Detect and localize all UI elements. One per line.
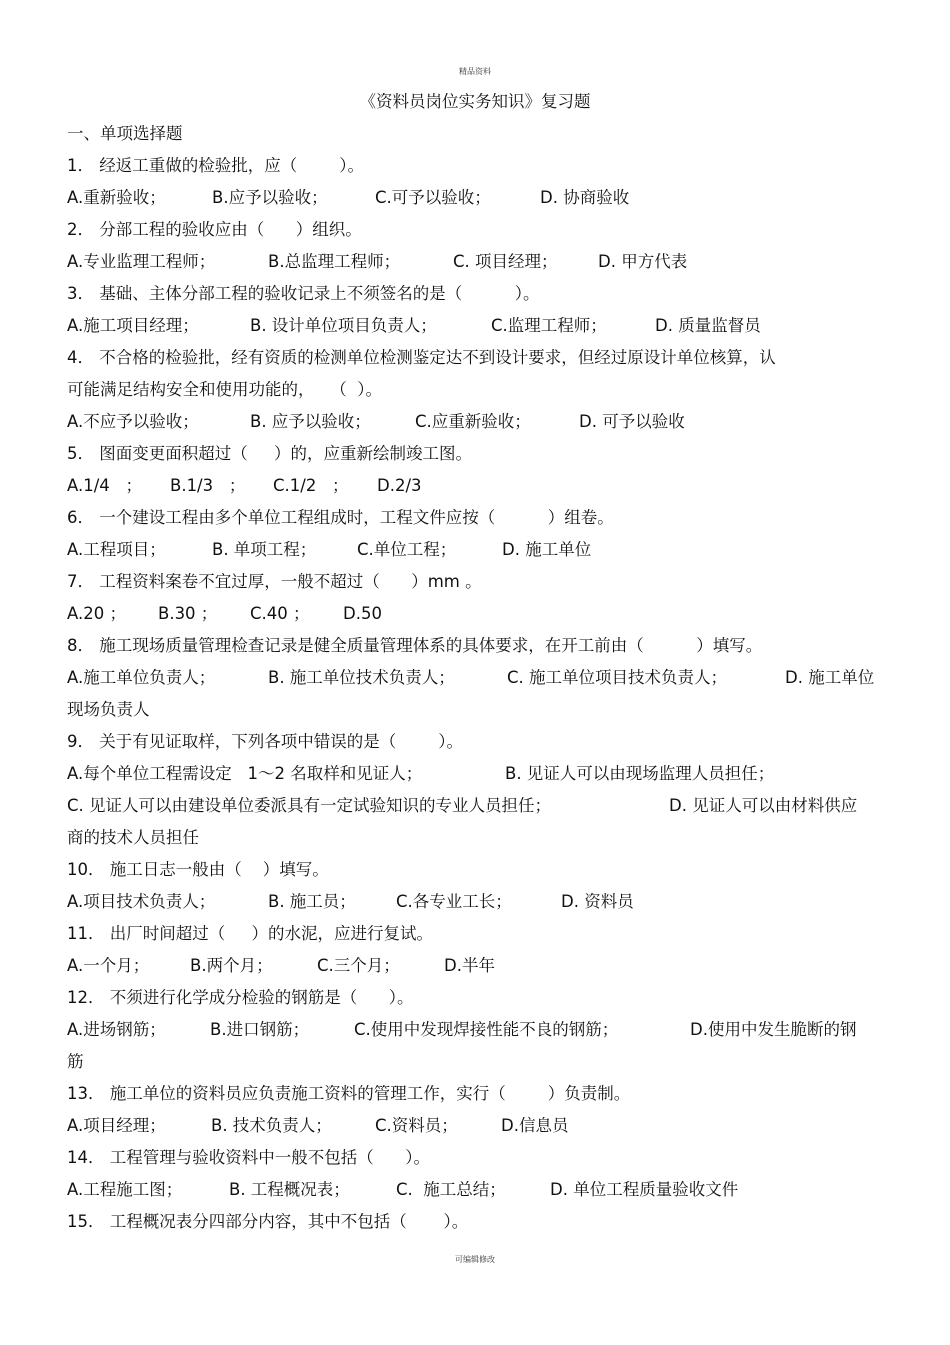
option-text: B.1/3 ； bbox=[170, 476, 246, 495]
option-text: C.监理工程师； bbox=[491, 316, 607, 335]
option-text: B. 施工单位技术负责人； bbox=[268, 668, 455, 687]
option-text: C.应重新验收； bbox=[415, 412, 531, 431]
option-text: B. 技术负责人； bbox=[211, 1116, 332, 1135]
header-note: 精品资料 bbox=[459, 67, 491, 76]
option-text: C. 施工总结； bbox=[396, 1180, 506, 1199]
option-text: B. 应予以验收； bbox=[250, 412, 371, 431]
text-line bbox=[67, 278, 897, 310]
option-text: C.1/2 ； bbox=[273, 476, 349, 495]
option-text: C.使用中发现焊接性能不良的钢筋； bbox=[354, 1020, 619, 1039]
line-text: 12． 不须进行化学成分检验的钢筋是（ ）。 bbox=[67, 988, 414, 1007]
option-text: A.每个单位工程需设定 1～2 名取样和见证人； bbox=[67, 764, 423, 783]
options-row bbox=[67, 182, 897, 214]
options-row bbox=[67, 406, 897, 438]
option-text: B.总监理工程师； bbox=[268, 252, 401, 271]
footer-note: 可编辑修改 bbox=[455, 1255, 495, 1264]
option-text: A.工程项目； bbox=[67, 540, 166, 559]
option-text: D. 甲方代表 bbox=[598, 252, 688, 271]
option-text: A.专业监理工程师； bbox=[67, 252, 216, 271]
options-row bbox=[67, 1014, 897, 1046]
option-text: A.项目技术负责人； bbox=[67, 892, 216, 911]
text-line bbox=[67, 342, 897, 374]
text-line bbox=[67, 982, 897, 1014]
option-text: D.2/3 bbox=[377, 476, 422, 495]
option-text: A.项目经理； bbox=[67, 1116, 166, 1135]
option-text: C.各专业工长； bbox=[396, 892, 512, 911]
text-line bbox=[67, 150, 897, 182]
option-text: A.不应予以验收； bbox=[67, 412, 199, 431]
option-text: D. 见证人可以由材料供应 bbox=[669, 796, 858, 815]
options-row bbox=[67, 534, 897, 566]
line-text: 2． 分部工程的验收应由（ ）组织。 bbox=[67, 220, 362, 239]
text-line bbox=[67, 502, 897, 534]
option-text: C.三个月； bbox=[317, 956, 400, 975]
line-text: 11． 出厂时间超过（ ）的水泥，应进行复试。 bbox=[67, 924, 433, 943]
text-line bbox=[67, 214, 897, 246]
text-line bbox=[67, 374, 897, 406]
option-text: B.两个月； bbox=[190, 956, 273, 975]
text-line bbox=[67, 566, 897, 598]
option-text: D. 质量监督员 bbox=[655, 316, 761, 335]
option-text: C.资料员； bbox=[375, 1116, 458, 1135]
option-text: A.施工项目经理； bbox=[67, 316, 199, 335]
line-text: 13． 施工单位的资料员应负责施工资料的管理工作，实行（ ）负责制。 bbox=[67, 1084, 631, 1103]
page-title: 《资料员岗位实务知识》复习题 bbox=[359, 92, 591, 111]
option-text: D. 施工单位 bbox=[785, 668, 875, 687]
line-text: 8． 施工现场质量管理检查记录是健全质量管理体系的具体要求，在开工前由（ ）填写。 bbox=[67, 636, 763, 655]
section-heading: 一、单项选择题 bbox=[67, 124, 183, 143]
options-row bbox=[67, 886, 897, 918]
option-text: B. 单项工程； bbox=[212, 540, 317, 559]
options-row bbox=[67, 758, 897, 790]
option-text: B.应予以验收； bbox=[212, 188, 328, 207]
options-row bbox=[67, 790, 897, 822]
line-text: 10． 施工日志一般由（ ）填写。 bbox=[67, 860, 329, 879]
option-text: D.50 bbox=[343, 604, 382, 623]
options-row bbox=[67, 310, 897, 342]
option-text: A.20 ； bbox=[67, 604, 126, 623]
option-text: B.进口钢筋； bbox=[210, 1020, 310, 1039]
line-text: 商的技术人员担任 bbox=[67, 828, 199, 847]
option-text: A.进场钢筋； bbox=[67, 1020, 166, 1039]
line-text: 9． 关于有见证取样，下列各项中错误的是（ ）。 bbox=[67, 732, 463, 751]
text-line bbox=[67, 694, 897, 726]
options-row bbox=[67, 470, 897, 502]
option-text: B. 见证人可以由现场监理人员担任； bbox=[505, 764, 775, 783]
line-text: 现场负责人 bbox=[67, 700, 150, 719]
option-text: C.可予以验收； bbox=[375, 188, 491, 207]
option-text: B.30 ； bbox=[158, 604, 218, 623]
text-line bbox=[67, 726, 897, 758]
line-text: 6． 一个建设工程由多个单位工程组成时，工程文件应按（ ）组卷。 bbox=[67, 508, 614, 527]
line-text: 7． 工程资料案卷不宜过厚，一般不超过（ ）mm 。 bbox=[67, 572, 482, 591]
option-text: D. 协商验收 bbox=[540, 188, 630, 207]
option-text: C.40 ； bbox=[250, 604, 310, 623]
text-line bbox=[67, 630, 897, 662]
line-text: 可能满足结构安全和使用功能的， （ ）。 bbox=[67, 380, 382, 399]
options-row bbox=[67, 246, 897, 278]
options-row bbox=[67, 1110, 897, 1142]
text-line bbox=[67, 822, 897, 854]
options-row bbox=[67, 1174, 897, 1206]
text-line bbox=[67, 854, 897, 886]
text-line bbox=[67, 1078, 897, 1110]
option-text: A.施工单位负责人； bbox=[67, 668, 216, 687]
option-text: C. 项目经理； bbox=[453, 252, 558, 271]
line-text: 14． 工程管理与验收资料中一般不包括（ ）。 bbox=[67, 1148, 430, 1167]
text-line bbox=[67, 918, 897, 950]
option-text: A.工程施工图； bbox=[67, 1180, 183, 1199]
line-text: 筋 bbox=[67, 1052, 84, 1071]
option-text: A.一个月； bbox=[67, 956, 150, 975]
options-row bbox=[67, 950, 897, 982]
option-text: C. 见证人可以由建设单位委派具有一定试验知识的专业人员担任； bbox=[67, 796, 552, 815]
option-text: A.重新验收； bbox=[67, 188, 166, 207]
option-text: D.信息员 bbox=[501, 1116, 569, 1135]
option-text: D.半年 bbox=[444, 956, 495, 975]
text-line bbox=[67, 1046, 897, 1078]
option-text: C.单位工程； bbox=[357, 540, 457, 559]
line-text: 15． 工程概况表分四部分内容，其中不包括（ ）。 bbox=[67, 1212, 469, 1231]
option-text: C. 施工单位项目技术负责人； bbox=[507, 668, 728, 687]
option-text: D. 单位工程质量验收文件 bbox=[550, 1180, 739, 1199]
option-text: B. 设计单位项目负责人； bbox=[250, 316, 437, 335]
option-text: D.使用中发生脆断的钢 bbox=[690, 1020, 857, 1039]
text-line bbox=[67, 438, 897, 470]
option-text: D. 可予以验收 bbox=[579, 412, 685, 431]
line-text: 5． 图面变更面积超过（ ）的，应重新绘制竣工图。 bbox=[67, 444, 472, 463]
question-list bbox=[67, 150, 897, 1238]
line-text: 1． 经返工重做的检验批，应（ ）。 bbox=[67, 156, 364, 175]
options-row bbox=[67, 598, 897, 630]
text-line bbox=[67, 1206, 897, 1238]
option-text: D. 施工单位 bbox=[502, 540, 592, 559]
line-text: 4． 不合格的检验批，经有资质的检测单位检测鉴定达不到设计要求，但经过原设计单位核算，认 bbox=[67, 348, 776, 367]
option-text: A.1/4 ； bbox=[67, 476, 143, 495]
line-text: 3． 基础、主体分部工程的验收记录上不须签名的是（ ）。 bbox=[67, 284, 540, 303]
text-line bbox=[67, 1142, 897, 1174]
option-text: B. 工程概况表； bbox=[229, 1180, 350, 1199]
options-row bbox=[67, 662, 897, 694]
option-text: B. 施工员； bbox=[268, 892, 356, 911]
option-text: D. 资料员 bbox=[561, 892, 634, 911]
